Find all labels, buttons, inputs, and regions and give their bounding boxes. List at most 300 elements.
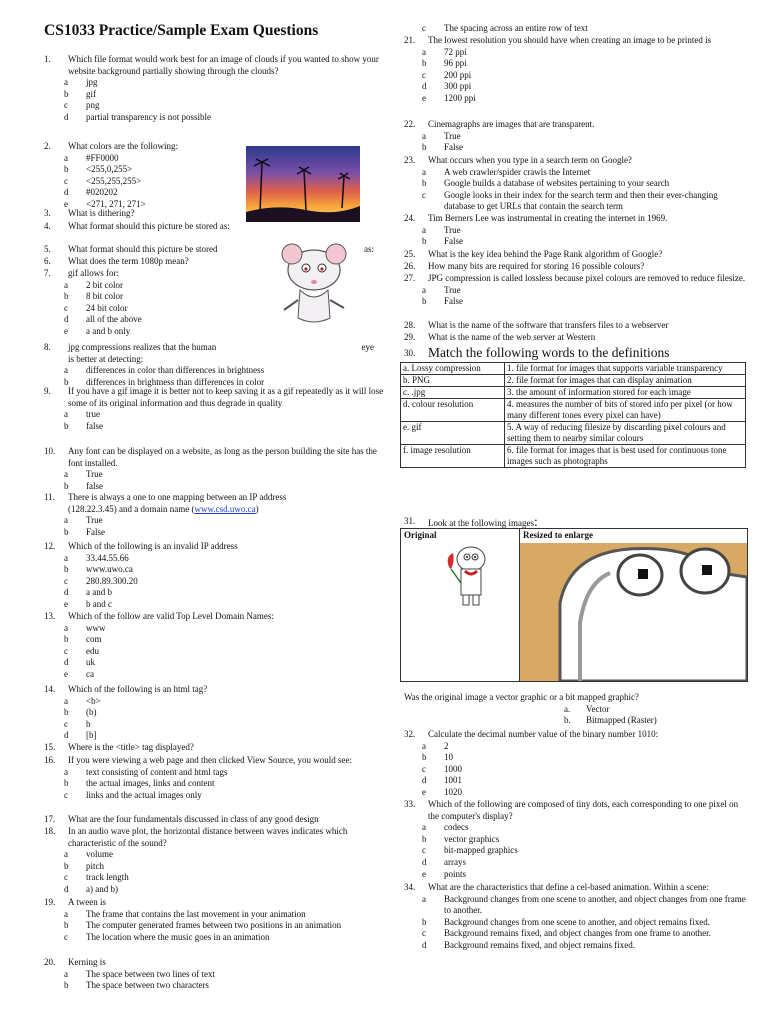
- answer-option: [404, 70, 748, 82]
- question-text: [68, 221, 234, 233]
- option-text: b: [86, 718, 91, 729]
- option-text: com: [86, 634, 102, 645]
- option-text: all of the above: [86, 314, 142, 325]
- option-letter: c: [422, 69, 426, 80]
- question-20: [44, 957, 386, 992]
- question-text-part: Which of the following is an html tag?: [68, 684, 208, 694]
- answer-option: [44, 187, 244, 199]
- answer-option: [404, 131, 748, 143]
- question-text: [68, 54, 386, 77]
- option-letter: d: [64, 187, 69, 198]
- option-letter: d: [64, 587, 69, 598]
- option-text: 8 bit color: [86, 291, 123, 302]
- question-text: [428, 261, 748, 273]
- option-letter: c: [422, 23, 426, 33]
- option-text: The computer generated frames between two positions in an animation: [86, 920, 342, 931]
- question-30: [404, 345, 748, 361]
- option-letter: c: [64, 645, 68, 656]
- question-number: 17.: [44, 814, 56, 824]
- option-text: uk: [86, 657, 95, 668]
- question-number: 5.: [44, 244, 51, 254]
- answer-option: [404, 787, 748, 799]
- option-text: volume: [86, 849, 113, 860]
- question-number: 2.: [44, 141, 51, 151]
- option-letter: a: [422, 893, 426, 904]
- question-text-part: There is always a one to one mapping between an IP address: [68, 492, 287, 502]
- question-number: 11.: [44, 492, 55, 502]
- question-text: [68, 446, 386, 469]
- option-letter: b: [422, 296, 427, 307]
- answer-option: [44, 707, 386, 719]
- option-letter: e: [422, 868, 426, 879]
- question-8: [44, 342, 374, 388]
- question-text-part: What is the key idea behind the Page Rank algorithm of Google?: [428, 249, 663, 259]
- question-10: [44, 446, 386, 492]
- question-number: 3.: [44, 208, 51, 218]
- question-number: 25.: [404, 249, 416, 259]
- answer-option: [44, 421, 386, 433]
- question-text-part: A tween is: [68, 897, 106, 907]
- cartoon-mouse-image: [270, 240, 360, 328]
- option-text: arrays: [444, 856, 466, 867]
- option-letter: b: [422, 752, 427, 763]
- question-text-part: What does the term 1080p mean?: [68, 256, 189, 266]
- option-text: false: [86, 420, 103, 431]
- question-text-part: If you have a gif image it is better not to keep saving it as a gif repeatedly as it will lose some of its original information and thus degrade in quality: [68, 386, 384, 408]
- question-text-part: Any font can be displayed on a website, as long as the person building the site has the font installed.: [68, 446, 377, 468]
- question-number: 4.: [44, 221, 51, 231]
- option-text: pitch: [86, 860, 104, 871]
- option-text: Background remains fixed, and object remains fixed.: [444, 939, 635, 950]
- question-text: [68, 386, 386, 409]
- option-letter: e: [422, 786, 426, 797]
- option-letter: d: [64, 657, 69, 668]
- answer-option: [44, 778, 386, 790]
- question-text-part: What format should this picture be stored as:: [68, 221, 230, 231]
- answer-option: [44, 920, 386, 932]
- option-letter: a: [64, 622, 68, 633]
- option-letter: c: [64, 302, 68, 313]
- answer-option: [404, 285, 748, 297]
- option-text: jpg: [86, 77, 98, 88]
- option-text: 24 bit color: [86, 302, 128, 313]
- question-number: 7.: [44, 268, 51, 278]
- option-letter: a: [422, 740, 426, 751]
- question-4: [44, 221, 234, 233]
- option-letter: a: [422, 284, 426, 295]
- option-text: Google looks in their index for the search term and then their ever-changing database to get URLs that contain the search term: [444, 189, 718, 212]
- option-text: <255,0,255>: [86, 164, 133, 175]
- answer-option: [44, 100, 386, 112]
- question-23: [404, 155, 748, 213]
- option-text: <271, 271, 271>: [86, 198, 146, 209]
- option-letter: a: [64, 515, 68, 526]
- option-letter: e: [64, 598, 68, 609]
- answer-option: [44, 599, 386, 611]
- option-letter: c: [422, 845, 426, 856]
- question-number: 23.: [404, 155, 416, 165]
- q31-question: Was the original image a vector graphic or a bit mapped graphic? a. Vector b. Bitmapped (Raster): [404, 692, 657, 726]
- question-text-part: ): [255, 503, 259, 514]
- option-letter: a: [422, 224, 426, 235]
- option-letter: b: [64, 420, 69, 431]
- match-term: b. PNG: [401, 375, 505, 387]
- answer-option: [404, 834, 748, 846]
- answer-option: [404, 81, 748, 93]
- option-letter: a: [64, 469, 68, 480]
- option-letter: c: [64, 575, 68, 586]
- question-text-part: What format should this picture be stored: [68, 244, 218, 254]
- match-term: d. colour resolution: [401, 399, 505, 422]
- question-text: [428, 273, 748, 285]
- answer-option: [44, 872, 386, 884]
- option-letter: d: [64, 111, 69, 122]
- option-letter: b: [422, 142, 427, 153]
- question-text-part: Kerning is: [68, 957, 106, 967]
- option-letter: c: [64, 931, 68, 942]
- option-text: False: [86, 526, 105, 537]
- question-number: 30.: [404, 348, 416, 358]
- question-text: [428, 799, 748, 822]
- option-text: 1000: [444, 763, 462, 774]
- page-title: CS1033 Practice/Sample Exam Questions: [44, 22, 319, 39]
- option-letter: a: [422, 46, 426, 57]
- answer-option: [44, 634, 386, 646]
- match-definition: 2. file format for images that can display animation: [505, 375, 746, 387]
- question-number: 28.: [404, 320, 416, 330]
- question-text-part: What is dithering?: [68, 208, 135, 218]
- question-text: [68, 742, 386, 754]
- question-text: [428, 249, 748, 261]
- option-letter: e: [64, 325, 68, 336]
- small-dog-image: [441, 539, 501, 609]
- answer-option: [404, 225, 748, 237]
- option-letter: b: [64, 376, 69, 387]
- option-text: b and c: [86, 598, 112, 609]
- option-text: 2 bit color: [86, 279, 123, 290]
- question-number: 8.: [44, 342, 51, 352]
- question-25: [404, 249, 748, 261]
- option-letter: e: [422, 92, 426, 103]
- question-number: 32.: [404, 729, 416, 739]
- option-letter: d: [64, 314, 69, 325]
- answer-option: [404, 940, 748, 952]
- option-text: track length: [86, 872, 129, 883]
- answer-option: [44, 980, 386, 992]
- option-letter: a: [64, 908, 68, 919]
- option-letter: b: [422, 58, 427, 69]
- question-number: 24.: [404, 213, 416, 223]
- question-text: [68, 256, 264, 268]
- answer-option: [404, 47, 748, 59]
- answer-option: [44, 576, 386, 588]
- option-letter: b: [64, 707, 69, 718]
- question-text: [68, 141, 244, 153]
- option-letter: a: [64, 152, 68, 163]
- option-letter: e: [64, 668, 68, 679]
- question-2: [44, 141, 244, 211]
- option-text: The space between two lines of text: [86, 968, 215, 979]
- answer-option: [44, 719, 386, 731]
- match-definition: 3. the amount of information stored for each image: [505, 387, 746, 399]
- option-text: Background changes from one scene to another, and object changes from one frame to another.: [444, 893, 746, 916]
- option-letter: a: [64, 552, 68, 563]
- option-text: text consisting of content and html tags: [86, 766, 228, 777]
- option-text: 280.89.300.20: [86, 575, 138, 586]
- question-text-part: What are the characteristics that define a cel-based animation. Within a scene:: [428, 882, 709, 892]
- question-29: [404, 332, 748, 344]
- option-text: True: [86, 469, 103, 480]
- answer-option: [44, 527, 386, 539]
- option-text: False: [444, 142, 463, 153]
- answer-option: [404, 775, 748, 787]
- match-definition: 1. file format for images that supports variable transparency: [505, 363, 746, 375]
- question-text-part: Where is the <title> tag displayed?: [68, 742, 194, 752]
- option-text: gif: [86, 88, 96, 99]
- option-text: bit-mapped graphics: [444, 845, 518, 856]
- option-letter: a: [64, 849, 68, 860]
- sunset-photo: [246, 146, 360, 222]
- answer-option: [44, 553, 386, 565]
- answer-option: [44, 153, 244, 165]
- option-text: The frame that contains the last movement in your animation: [86, 908, 306, 919]
- match-row: [401, 422, 746, 445]
- image-comparison-box: [400, 528, 748, 682]
- option-text: #FF0000: [86, 152, 119, 163]
- question-number: 29.: [404, 332, 416, 342]
- question-number: 15.: [44, 742, 56, 752]
- option-text: partial transparency is not possible: [86, 111, 211, 122]
- option-letter: a: [64, 365, 68, 376]
- match-definition: 4. measures the number of bits of stored info per pixel (or how many different tones every pixel can have): [505, 399, 746, 422]
- option-text: the actual images, links and content: [86, 778, 215, 789]
- question-text: [68, 814, 386, 826]
- question-11: [44, 492, 386, 538]
- option-letter: b: [64, 526, 69, 537]
- option-text: A web crawler/spider crawls the Internet: [444, 166, 591, 177]
- option-text: <255,255,255>: [86, 175, 142, 186]
- option-text: <b>: [86, 695, 101, 706]
- question-9: [44, 386, 386, 432]
- question-text: [428, 729, 748, 741]
- answer-option: [44, 365, 374, 377]
- question-6: [44, 256, 264, 268]
- question-text-part: Which of the follow are valid Top Level Domain Names:: [68, 611, 274, 621]
- option-letter: c: [422, 928, 426, 939]
- question-number: 19.: [44, 897, 56, 907]
- question-text: [68, 684, 386, 696]
- question-text: [68, 897, 386, 909]
- answer-option: [404, 822, 748, 834]
- option-text: ca: [86, 668, 94, 679]
- answer-option: [404, 23, 748, 35]
- answer-option: [404, 845, 748, 857]
- answer-option: [44, 969, 386, 981]
- answer-option: [404, 741, 748, 753]
- answer-option: [44, 909, 386, 921]
- question-17: [44, 814, 386, 826]
- question-text-part: What occurs when you type in a search term on Google?: [428, 155, 632, 165]
- question-text: [68, 541, 386, 553]
- answer-option: [44, 646, 386, 658]
- question-text: [428, 320, 748, 332]
- question-text-part: How many bits are required for storing 16 possible colours?: [428, 261, 645, 271]
- option-letter: c: [64, 789, 68, 800]
- question-28: [404, 320, 748, 332]
- question-text-part: What is the name of the software that transfers files to a webserver: [428, 320, 669, 330]
- option-letter: d: [422, 81, 427, 92]
- match-definition: 6. file format for images that is best used for continuous tone images such as photographs: [505, 445, 746, 468]
- question-text: [68, 342, 374, 365]
- option-letter: e: [64, 198, 68, 209]
- answer-option: [44, 932, 386, 944]
- question-text-part: jpg compressions realizes that the human: [68, 342, 217, 352]
- question-34: [404, 882, 748, 952]
- answer-option: [404, 894, 748, 917]
- option-text: 1020: [444, 786, 462, 797]
- answer-option: [404, 928, 748, 940]
- option-letter: a: [64, 77, 68, 88]
- match-definition: 5. A way of reducing filesize by discarding pixel colours and setting them to nearby similar colours: [505, 422, 746, 445]
- option-letter: c: [64, 872, 68, 883]
- option-letter: d: [422, 775, 427, 786]
- option-letter: b: [422, 916, 427, 927]
- question-number: 14.: [44, 684, 56, 694]
- option-text: Google builds a database of websites pertaining to your search: [444, 178, 670, 189]
- option-text: Background changes from one scene to another, and object remains fixed.: [444, 916, 711, 927]
- answer-option: [44, 790, 386, 802]
- match-term: c. .jpg: [401, 387, 505, 399]
- question-text-part: JPG compression is called lossless because pixel colours are removed to reduce filesize.: [428, 273, 746, 283]
- option-letter: a: [64, 695, 68, 706]
- question-text-part: gif allows for:: [68, 268, 119, 278]
- answer-option: [44, 481, 386, 493]
- original-cell: [401, 529, 520, 681]
- answer-option: [44, 884, 386, 896]
- answer-option: [404, 236, 748, 248]
- option-text: codecs: [444, 822, 469, 833]
- question-text-part: What are the four fundamentals discussed in class of any good design: [68, 814, 319, 824]
- question-text-part: Calculate the decimal number value of the binary number 1010:: [428, 729, 659, 739]
- option-text: True: [444, 284, 461, 295]
- option-letter: d: [64, 730, 69, 741]
- question-16: [44, 755, 386, 801]
- answer-option: [404, 296, 748, 308]
- answer-option: [44, 77, 386, 89]
- option-text: [b]: [86, 730, 97, 741]
- option-letter: b: [64, 634, 69, 645]
- question-text-part: The lowest resolution you should have when creating an image to be printed is: [428, 35, 712, 45]
- option-text: 10: [444, 752, 453, 763]
- answer-option: [404, 764, 748, 776]
- question-text: [428, 882, 748, 894]
- option-letter: d: [64, 883, 69, 894]
- question-number: 9.: [44, 386, 51, 396]
- answer-option: [44, 164, 244, 176]
- option-letter: b: [64, 480, 69, 491]
- option-letter: c: [64, 100, 68, 111]
- question-number: 26.: [404, 261, 416, 271]
- option-text: a and b: [86, 587, 112, 598]
- question-text: [68, 957, 386, 969]
- question-number: 27.: [404, 273, 416, 283]
- option-text: www.uwo.ca: [86, 564, 133, 575]
- option-text: True: [444, 224, 461, 235]
- option-text: Background remains fixed, and object changes from one frame to another.: [444, 928, 711, 939]
- answer-option: [44, 767, 386, 779]
- question-number: 10.: [44, 446, 56, 456]
- option-text: 96 ppi: [444, 58, 467, 69]
- option-text: False: [444, 296, 463, 307]
- question-text-tail: as:: [364, 244, 374, 254]
- option-letter: b: [64, 291, 69, 302]
- question-text-part: Which of the following is an invalid IP address: [68, 541, 238, 551]
- option-letter: a: [422, 130, 426, 141]
- option-letter: b: [64, 564, 69, 575]
- answer-option: [404, 142, 748, 154]
- option-letter: c: [422, 189, 426, 200]
- question-text-part: Which of the following are composed of tiny dots, each corresponding to one pixel on the computer's display?: [428, 799, 739, 821]
- option-text: 1200 ppi: [444, 92, 476, 103]
- option-letter: b: [64, 88, 69, 99]
- answer-option: [44, 176, 244, 188]
- option-letter: a: [422, 166, 426, 177]
- answer-option: [44, 587, 386, 599]
- answer-option: [44, 89, 386, 101]
- option-text: png: [86, 100, 100, 111]
- match-row: [401, 387, 746, 399]
- question-text: [428, 332, 748, 344]
- option-text: a) and b): [86, 883, 118, 894]
- match-row: [401, 399, 746, 422]
- option-text: 200 ppi: [444, 69, 472, 80]
- match-term: f. image resolution: [401, 445, 505, 468]
- domain-link[interactable]: www.csd.uwo.ca: [194, 503, 256, 514]
- question-text-part: In an audio wave plot, the horizontal distance between waves indicates which characteristic of the sound?: [68, 826, 348, 848]
- option-letter: b: [64, 164, 69, 175]
- answer-option: [44, 515, 386, 527]
- question-14: [44, 684, 386, 742]
- question-number: 13.: [44, 611, 56, 621]
- answer-option: [44, 730, 386, 742]
- question-text-part: Tim Berners Lee was instrumental in creating the internet in 1969.: [428, 213, 668, 223]
- option-text: true: [86, 409, 100, 420]
- question-19: [44, 897, 386, 943]
- answer-option: [404, 58, 748, 70]
- question-number: 20.: [44, 957, 56, 967]
- option-text: vector graphics: [444, 833, 500, 844]
- answer-option: [44, 564, 386, 576]
- question-26: [404, 261, 748, 273]
- question-27: [404, 273, 748, 308]
- answer-option: [44, 469, 386, 481]
- question-31: 31. Look at the following images:: [404, 514, 538, 529]
- question-13: [44, 611, 386, 681]
- question-33: [404, 799, 748, 880]
- option-letter: d: [422, 939, 427, 950]
- question-number: 21.: [404, 35, 416, 45]
- question-number: 34.: [404, 882, 416, 892]
- option-text: 300 ppi: [444, 81, 472, 92]
- question-text-part: is better at detecting:: [68, 353, 144, 364]
- question-number: 16.: [44, 755, 56, 765]
- option-letter: c: [64, 175, 68, 186]
- question-number: 1.: [44, 54, 51, 64]
- question-number: 6.: [44, 256, 51, 266]
- option-letter: a: [422, 822, 426, 833]
- answer-option: [404, 93, 748, 105]
- question-text: [428, 213, 748, 225]
